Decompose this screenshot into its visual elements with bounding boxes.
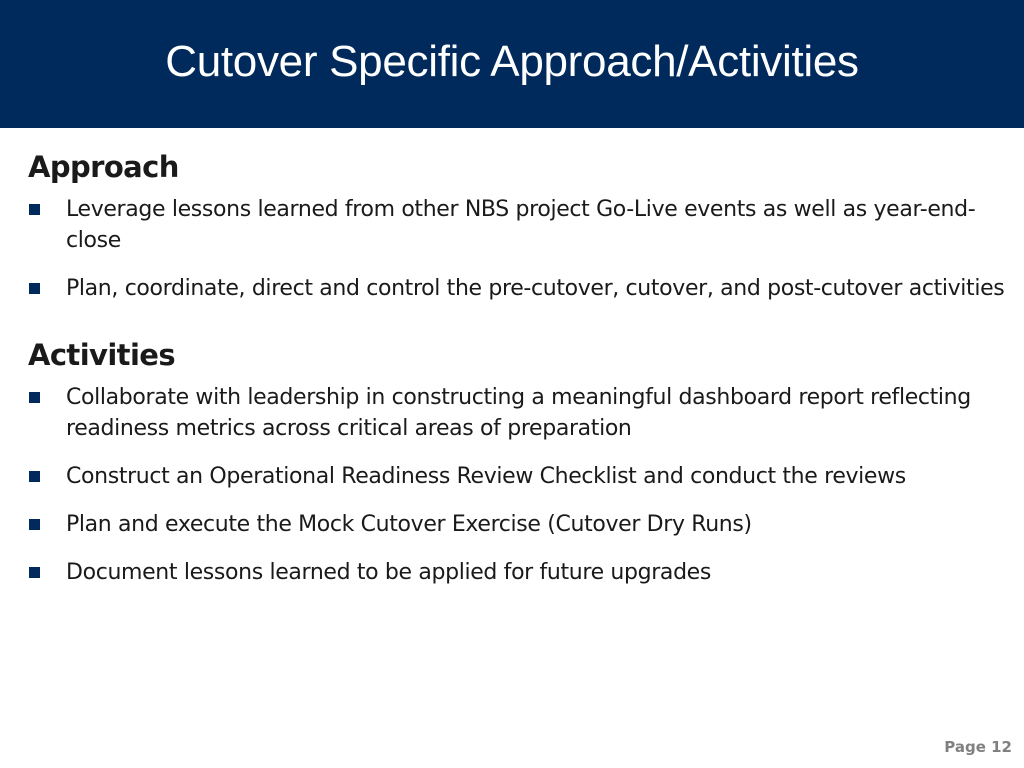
bullet-item <box>28 273 1008 304</box>
bullet-text: Document lessons learned to be applied for future upgrades <box>66 560 711 585</box>
square-bullet-icon <box>29 519 40 530</box>
bullet-item <box>28 461 1008 492</box>
bullet-item <box>28 382 1008 444</box>
approach-bullet-list <box>28 194 1008 304</box>
slide-title: Cutover Specific Approach/Activities <box>165 37 859 86</box>
slide-header <box>0 0 1024 128</box>
square-bullet-icon <box>29 392 40 403</box>
slide-content <box>28 150 1008 605</box>
bullet-text: Plan and execute the Mock Cutover Exercise (Cutover Dry Runs) <box>66 512 752 537</box>
bullet-text: Plan, coordinate, direct and control the pre-cutover, cutover, and post-cutover activities <box>66 276 1005 301</box>
bullet-text: Construct an Operational Readiness Review Checklist and conduct the reviews <box>66 464 906 489</box>
square-bullet-icon <box>29 567 40 578</box>
bullet-item <box>28 557 1008 588</box>
bullet-item <box>28 194 1008 256</box>
bullet-text: Leverage lessons learned from other NBS project Go-Live events as well as year-end-close <box>66 197 976 253</box>
square-bullet-icon <box>29 471 40 482</box>
bullet-item <box>28 509 1008 540</box>
bullet-text: Collaborate with leadership in constructing a meaningful dashboard report reflecting readiness metrics across critical areas of preparation <box>66 385 971 441</box>
square-bullet-icon <box>29 283 40 294</box>
square-bullet-icon <box>29 204 40 215</box>
activities-bullet-list <box>28 382 1008 588</box>
section-heading-approach: Approach <box>28 150 179 184</box>
section-heading-activities: Activities <box>28 338 176 372</box>
page-number: Page 12 <box>944 738 1012 756</box>
